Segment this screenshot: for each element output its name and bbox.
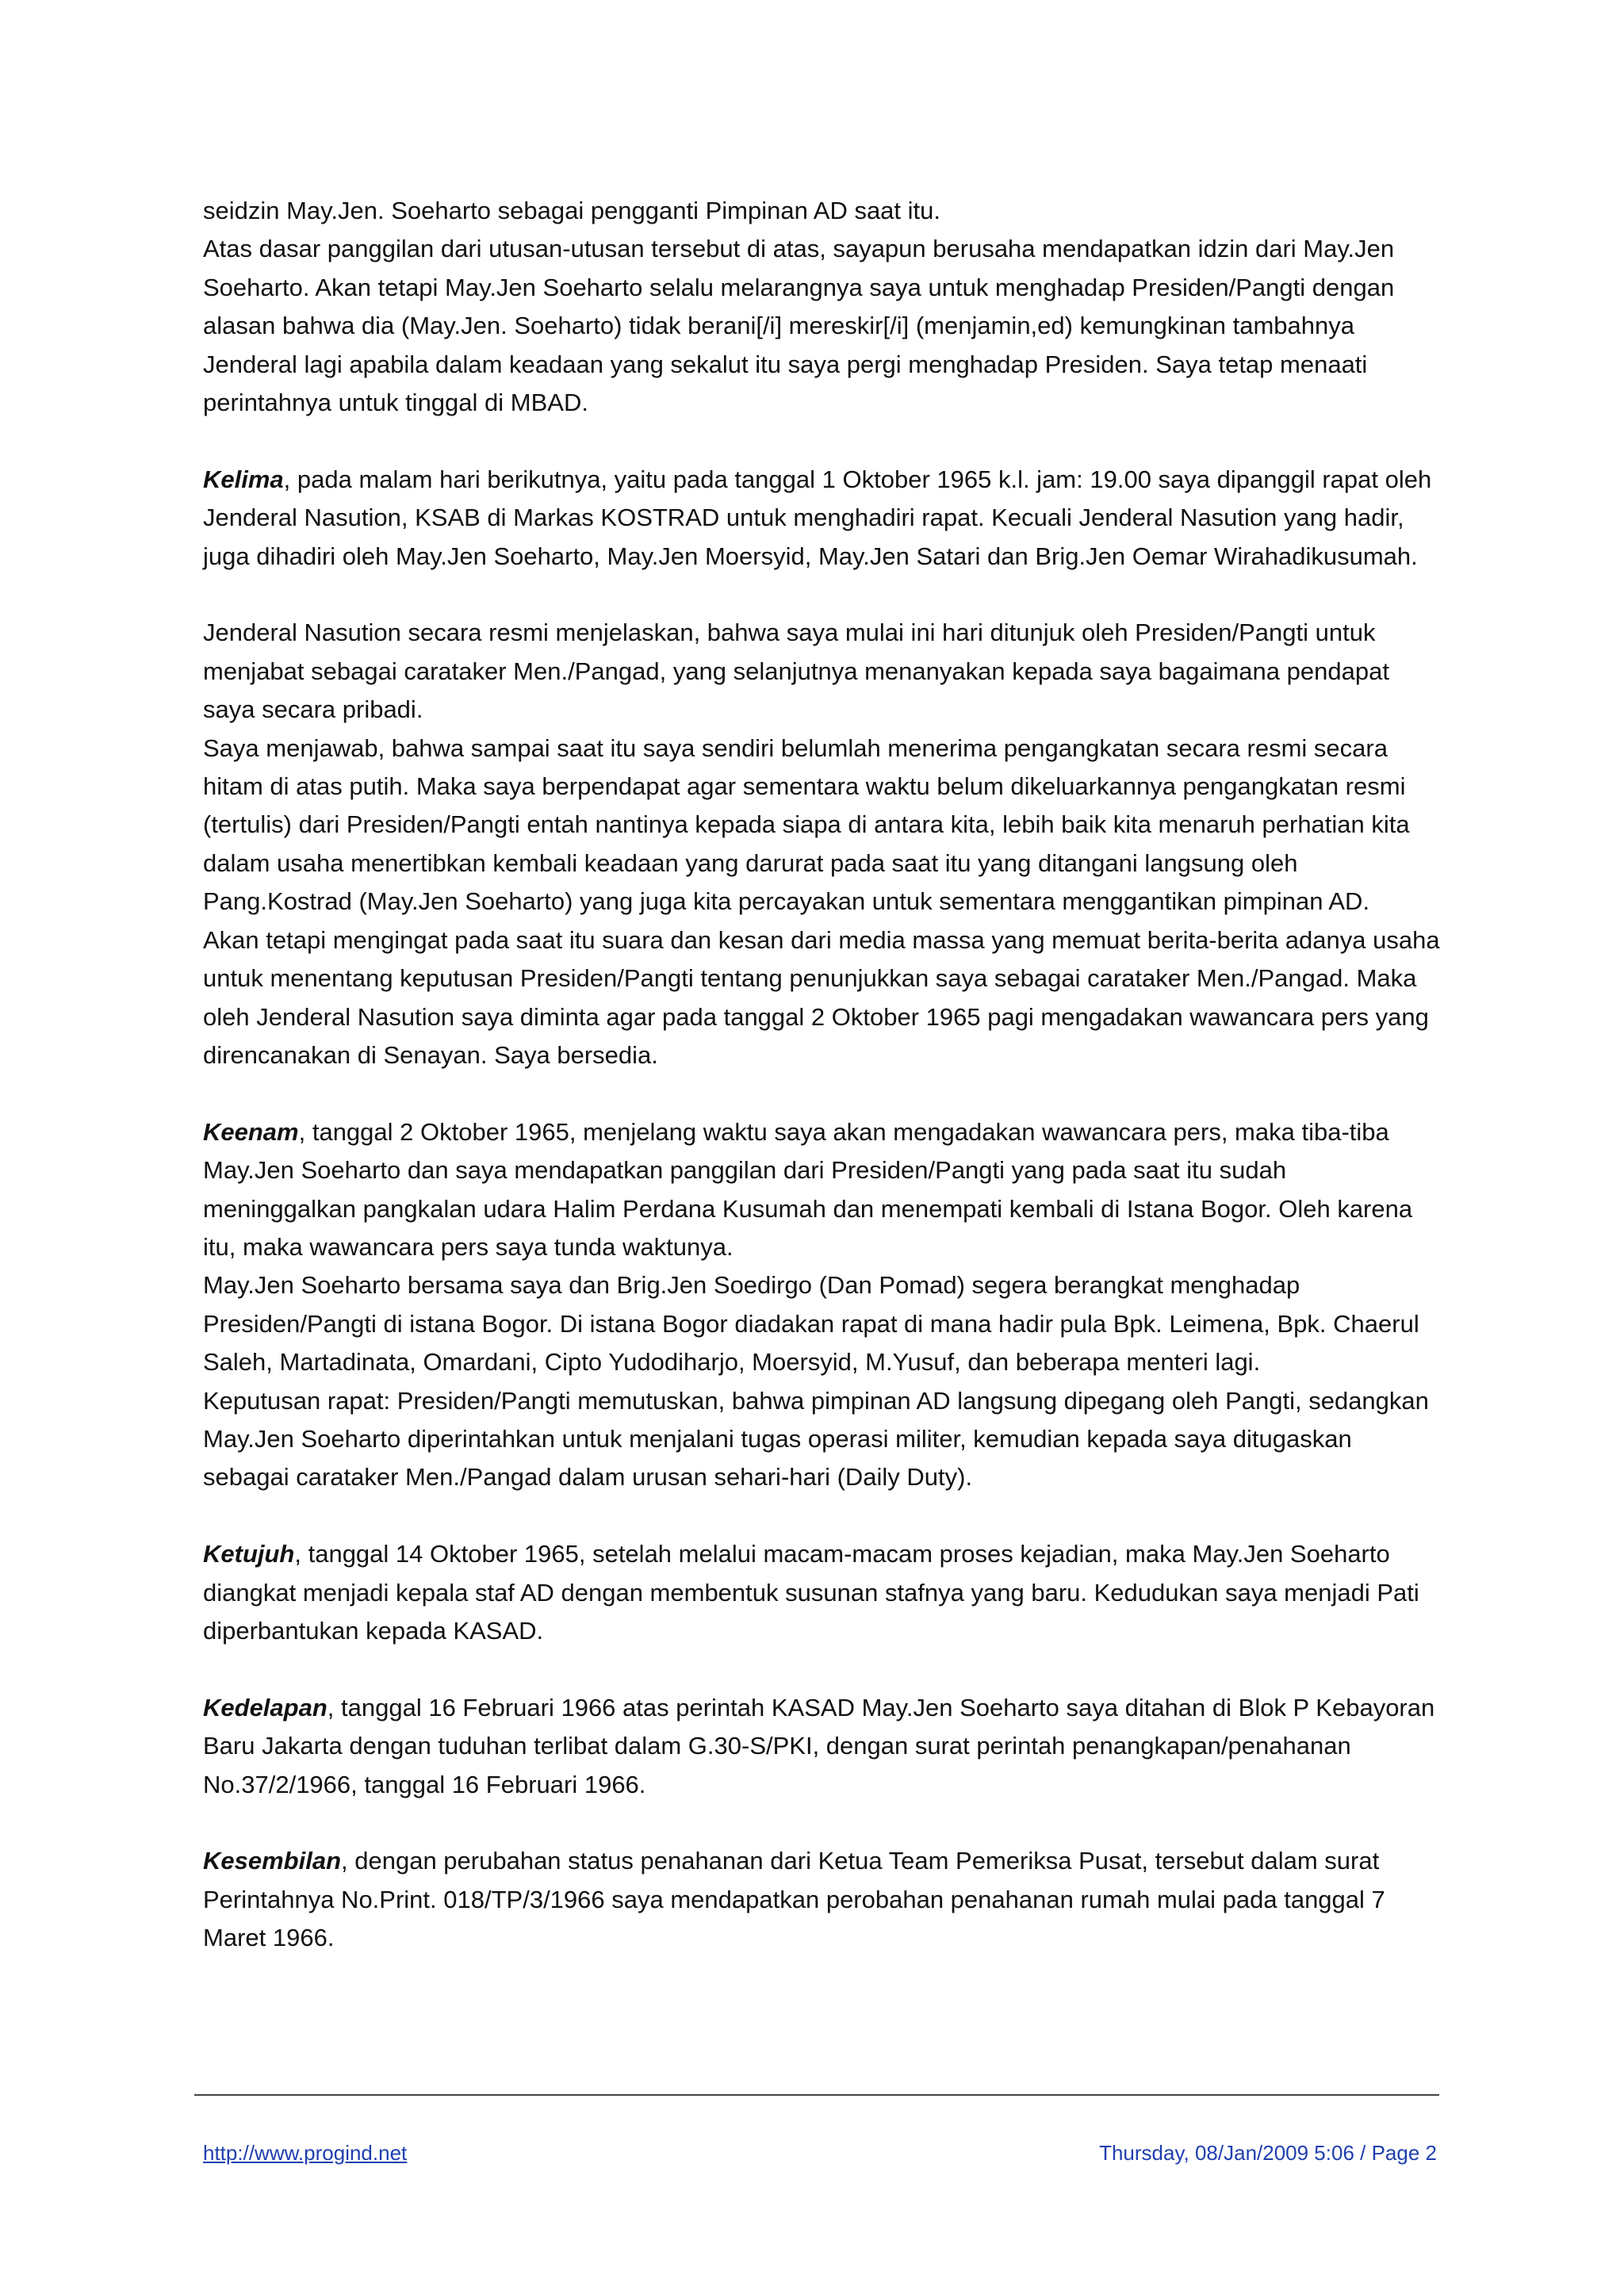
text-kedelapan: , tanggal 16 Februari 1966 atas perintah KASAD May.Jen Soeharto saya ditahan di Blok P Kebayoran Baru Jakarta dengan tuduhan terlibat dalam G.30-S/PKI, dengan surat perintah penangkapan/penahanan No.37/2/1966, tanggal 16 Februari 1966. xyxy=(203,1693,1435,1798)
paragraph-2: Atas dasar panggilan dari utusan-utusan tersebut di atas, sayapun berusaha mendapatkan idzin dari May.Jen Soeharto. Akan tetapi May.Jen Soeharto selalu melarangnya saya untuk menghadap Presiden/Pangti dengan alasan bahwa dia (May.Jen. Soeharto) tidak berani[/i] mereskir[/i] (menjamin,ed) kemungkinan tambahnya Jenderal lagi apabila dalam keadaan yang sekalut itu saya pergi menghadap Presiden. Saya tetap menaati perintahnya untuk tinggal di MBAD. xyxy=(203,235,1395,417)
paragraph-gap xyxy=(203,1074,1440,1113)
paragraph-gap xyxy=(203,1804,1440,1842)
paragraph-kesembilan xyxy=(203,1842,1440,1957)
paragraph-5: Saya menjawab, bahwa sampai saat itu saya sendiri belumlah menerima pengangkatan secara resmi secara hitam di atas putih. Maka saya berpendapat agar sementara waktu belum dikeluarkannya pengangkatan resmi (tertulis) dari Presiden/Pangti entah nantinya kepada siapa di antara kita, lebih baik kita menaruh perhatian kita dalam usaha menertibkan kembali keadaan yang darurat pada saat itu yang ditangani langsung oleh Pang.Kostrad (May.Jen Soeharto) yang juga kita percayakan untuk sementara menggantikan pimpinan AD. xyxy=(203,733,1410,916)
footer-date-page: Thursday, 08/Jan/2009 5:06 / Page 2 xyxy=(1099,2141,1437,2165)
paragraph-8: May.Jen Soeharto bersama saya dan Brig.Jen Soedirgo (Dan Pomad) segera berangkat menghadap Presiden/Pangti di istana Bogor. Di istana Bogor diadakan rapat di mana hadir pula Bpk. Leimena, Bpk. Chaerul Saleh, Martadinata, Omardani, Cipto Yudodiharjo, Moersyid, M.Yusuf, dan beberapa menteri lagi. xyxy=(203,1271,1419,1377)
paragraph-gap xyxy=(203,422,1440,460)
paragraph-kelima xyxy=(203,461,1440,576)
text-keenam: , tanggal 2 Oktober 1965, menjelang waktu saya akan mengadakan wawancara pers, maka tiba-tiba May.Jen Soeharto dan saya mendapatkan panggilan dari Presiden/Pangti yang pada saat itu sudah meninggalkan pangkalan udara Halim Perdana Kusumah dan menempati kembali di Istana Bogor. Oleh karena itu, maka wawancara pers saya tunda waktunya. xyxy=(203,1117,1413,1261)
paragraph-9: Keputusan rapat: Presiden/Pangti memutuskan, bahwa pimpinan AD langsung dipegang oleh Pangti, sedangkan May.Jen Soeharto diperintahkan untuk menjalani tugas operasi militer, kemudian kepada saya ditugaskan sebagai carataker Men./Pangad dalam urusan sehari-hari (Daily Duty). xyxy=(203,1386,1429,1492)
lead-kelima: Kelima xyxy=(203,465,284,493)
text-kelima: , pada malam hari berikutnya, yaitu pada tanggal 1 Oktober 1965 k.l. jam: 19.00 saya dipanggil rapat oleh Jenderal Nasution, KSAB di Markas KOSTRAD untuk menghadiri rapat. Kecuali Jenderal Nasution yang hadir, juga dihadiri oleh May.Jen Soeharto, May.Jen Moersyid, May.Jen Satari dan Brig.Jen Oemar Wirahadikusumah. xyxy=(203,465,1432,570)
paragraph-4: Jenderal Nasution secara resmi menjelaskan, bahwa saya mulai ini hari ditunjuk oleh Presiden/Pangti untuk menjabat sebagai carataker Men./Pangad, yang selanjutnya menanyakan kepada saya bagaimana pendapat saya secara pribadi. xyxy=(203,618,1389,724)
paragraph-keenam xyxy=(203,1113,1440,1267)
lead-kedelapan: Kedelapan xyxy=(203,1693,327,1721)
paragraph-gap xyxy=(203,1497,1440,1535)
lead-kesembilan: Kesembilan xyxy=(203,1847,342,1875)
paragraph-gap xyxy=(203,576,1440,614)
paragraph-6: Akan tetapi mengingat pada saat itu suara dan kesan dari media massa yang memuat berita-berita adanya usaha untuk menentang keputusan Presiden/Pangti tentang penunjukkan saya sebagai carataker Men./Pangad. Maka oleh Jenderal Nasution saya diminta agar pada tanggal 2 Oktober 1965 pagi mengadakan wawancara pers yang direncanakan di Senayan. Saya bersedia. xyxy=(203,925,1440,1069)
footer-website-link[interactable]: http://www.progind.net xyxy=(203,2141,408,2165)
paragraph-ketujuh xyxy=(203,1535,1440,1650)
lead-keenam: Keenam xyxy=(203,1117,299,1146)
lead-ketujuh: Ketujuh xyxy=(203,1540,295,1568)
paragraph-kedelapan xyxy=(203,1689,1440,1804)
text-kesembilan: , dengan perubahan status penahanan dari Ketua Team Pemeriksa Pusat, tersebut dalam surat Perintahnya No.Print. 018/TP/3/1966 saya mendapatkan perobahan penahanan rumah mulai pada tanggal 7 Maret 1966. xyxy=(203,1847,1385,1952)
paragraph-gap xyxy=(203,1650,1440,1688)
paragraph-1: seidzin May.Jen. Soeharto sebagai pengganti Pimpinan AD saat itu. xyxy=(203,197,940,224)
text-ketujuh: , tanggal 14 Oktober 1965, setelah melalui macam-macam proses kejadian, maka May.Jen Soeharto diangkat menjadi kepala staf AD dengan membentuk susunan stafnya yang baru. Kedudukan saya menjadi Pati diperbantukan kepada KASAD. xyxy=(203,1540,1419,1645)
footer-divider xyxy=(194,2094,1439,2096)
document-body xyxy=(203,192,1440,1958)
